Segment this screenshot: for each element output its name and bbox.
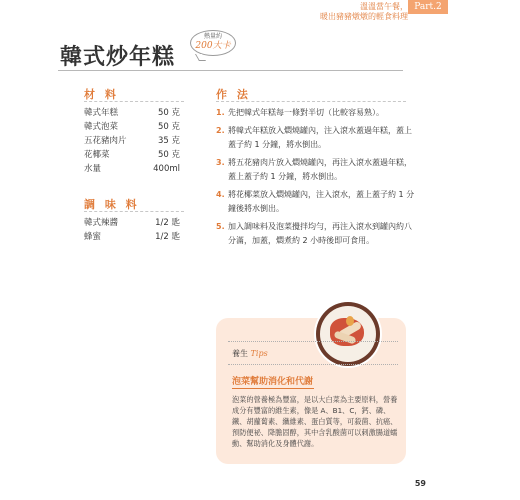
method-step: [216, 220, 416, 248]
ingredients-heading: 材 料: [84, 88, 119, 101]
method-step: [216, 106, 416, 120]
step-number: 4.: [216, 190, 225, 199]
tips-label-zh: 養生: [232, 349, 248, 358]
ingredient-qty: 400ml: [153, 164, 180, 174]
ingredient-name: 五花豬肉片: [84, 136, 127, 146]
seasonings-list: [84, 216, 180, 244]
step-text: 將韓式年糕放入燜燒罐內，注入滾水蓋過年糕，蓋上蓋子約 1 分鐘，將水倒出。: [228, 126, 412, 149]
seasoning-name: 韓式辣醬: [84, 218, 119, 228]
step-number: 3.: [216, 158, 225, 167]
ingredient-qty: 50 克: [157, 122, 180, 132]
ingredient-name: 韓式年糕: [84, 108, 119, 118]
calorie-bubble: [190, 30, 236, 56]
ingredient-row: [84, 134, 180, 148]
ingredient-row: [84, 162, 180, 176]
ingredients-list: [84, 106, 180, 176]
step-text: 加入調味料及泡菜攪拌均勻，再注入滾水到罐內約八分滿，加蓋，燜煮約 2 小時後即可食用。: [228, 222, 412, 245]
ingredient-qty: 50 克: [157, 150, 180, 160]
seasoning-qty: 1/2 匙: [155, 218, 180, 228]
step-text: 先把韓式年糕每一條對半切（比較容易熟）。: [228, 108, 384, 117]
ingredient-name: 韓式泡菜: [84, 122, 119, 132]
title-divider: [58, 70, 403, 71]
seasoning-row: [84, 230, 180, 244]
step-text: 將花椰菜放入燜燒罐內，注入滾水，蓋上蓋子約 1 分鐘後將水倒出。: [228, 190, 415, 213]
method-step: [216, 124, 416, 152]
step-number: 5.: [216, 222, 225, 231]
ingredient-qty: 50 克: [157, 108, 180, 118]
recipe-title: 韓式炒年糕: [60, 44, 176, 70]
seasoning-qty: 1/2 匙: [155, 232, 180, 242]
ingredient-row: [84, 106, 180, 120]
tips-label: [232, 348, 268, 359]
tips-title-underline: [232, 388, 314, 389]
kimchi-rice-cake-photo: [316, 302, 380, 366]
seasonings-heading: 調 味 料: [84, 198, 140, 211]
seasonings-rule: [84, 211, 184, 212]
step-text: 將五花豬肉片放入燜燒罐內，再注入滾水蓋過年糕，蓋上蓋子約 1 分鐘，將水倒出。: [228, 158, 412, 181]
tips-title: 泡菜幫助消化和代謝: [232, 377, 314, 387]
running-header-line1: 溫溫當午餐，: [360, 2, 408, 11]
part-badge: Part.2: [408, 0, 448, 14]
running-header: [320, 2, 408, 22]
ingredient-row: [84, 148, 180, 162]
method-rule: [216, 101, 406, 102]
seasoning-name: 蜂蜜: [84, 232, 102, 242]
seasoning-row: [84, 216, 180, 230]
method-step: [216, 156, 416, 184]
step-number: 1.: [216, 108, 225, 117]
tips-dotted-rule-top: [228, 341, 398, 342]
step-number: 2.: [216, 126, 225, 135]
calorie-label: 熱量約: [203, 33, 222, 40]
ingredient-name: 水量: [84, 164, 102, 174]
tips-label-en: Tips: [250, 349, 268, 358]
running-header-line2: 暖出豬豬燉燉的輕食料理: [320, 12, 408, 21]
method-step: [216, 188, 416, 216]
ingredients-rule: [84, 101, 184, 102]
ingredient-row: [84, 120, 180, 134]
tips-dotted-rule-bottom: [228, 364, 398, 365]
method-steps: [216, 106, 416, 252]
tips-body: 泡菜的營養極為豐富，是以大白菜為主要原料，營養成分有豐富的維生素，像是 A、B1、C，鈣、磷、鐵、胡蘿蔔素、纖維素、蛋白質等，可殺菌、抗癌、預防便祕、降膽固醇，其中含乳酸菌可以刺激腸道蠕動、幫助消化及身體代謝。: [232, 395, 398, 448]
garnish-shape: [346, 316, 354, 326]
ingredient-name: 花椰菜: [84, 150, 110, 160]
page-number: 59: [414, 479, 426, 488]
method-heading: 作 法: [216, 88, 251, 101]
ingredient-qty: 35 克: [157, 136, 180, 146]
calorie-value: 200大卡: [195, 41, 231, 51]
